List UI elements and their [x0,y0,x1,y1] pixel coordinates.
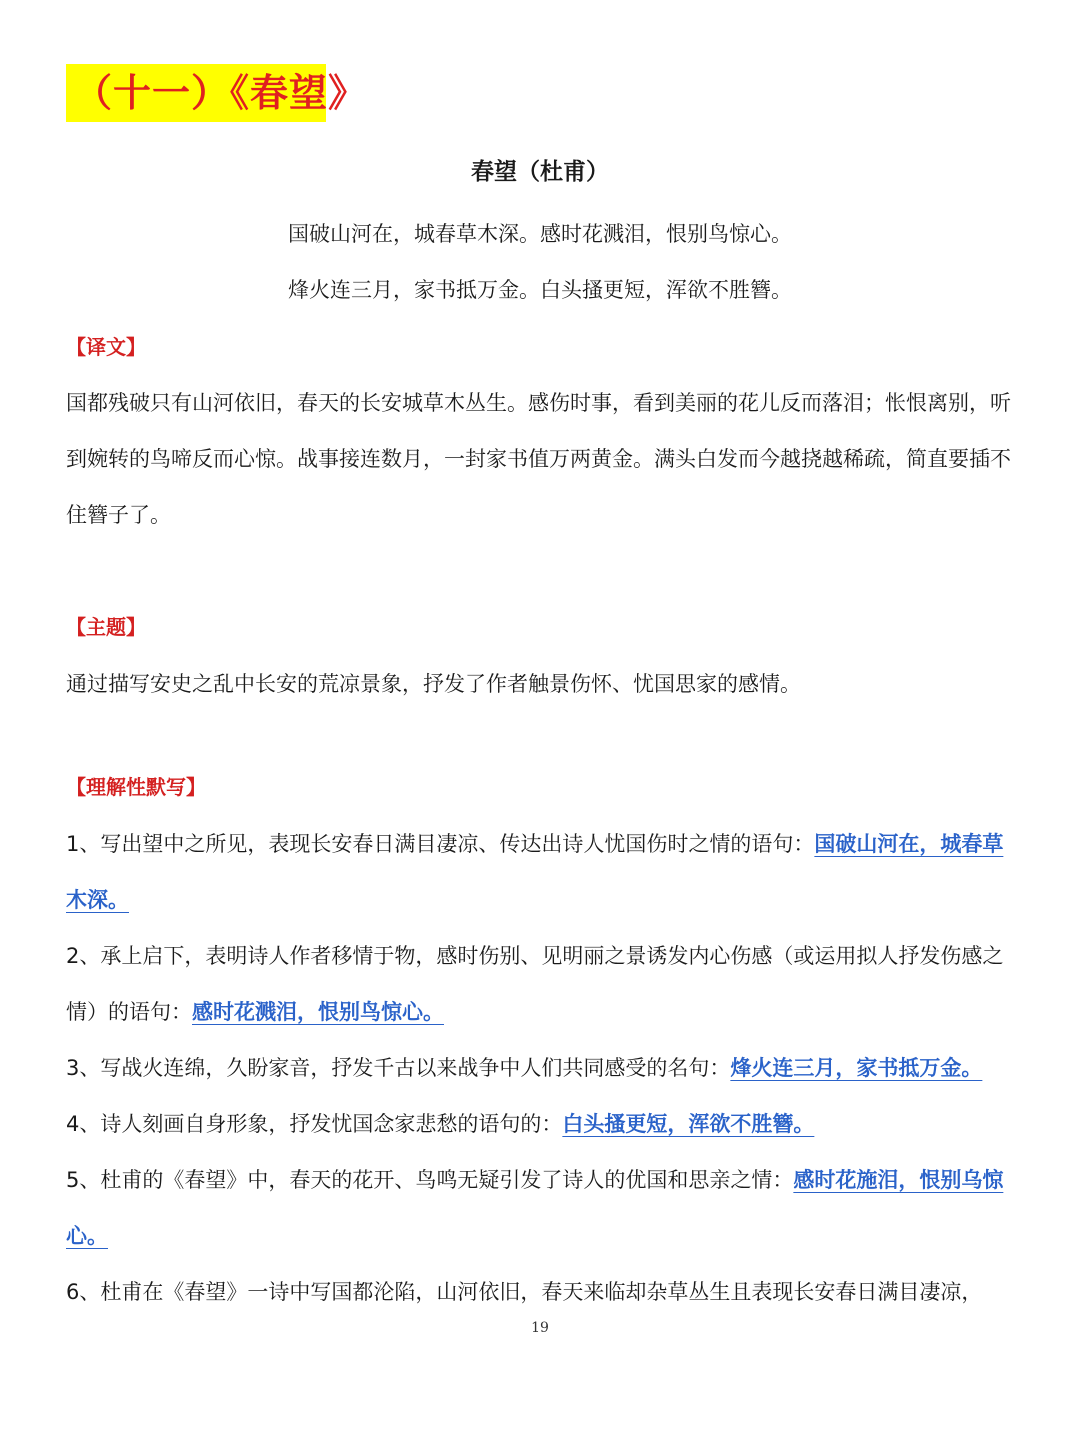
dictation-question [66,1040,1016,1096]
translation-text: 国都残破只有山河依旧，春天的长安城草木丛生。感伤时事，看到美丽的花儿反而落泪；怅恨离别，听到婉转的鸟啼反而心惊。战事接连数月，一封家书值万两黄金。满头白发而今越挠越稀疏，简直要插不住簪子了。 [66,391,1011,527]
page-number: 19 [531,1320,549,1336]
dictation-question [66,1096,1016,1152]
dictation-question [66,816,1016,928]
question-answer: 国破山河在，城春草木深。 [66,832,1004,912]
question-prompt: 5、杜甫的《春望》中，春天的花开、鸟鸣无疑引发了诗人的优国和思亲之情： [66,1168,794,1192]
question-prompt: 1、写出望中之所见，表现长安春日满目凄凉、传达出诗人忧国伤时之情的语句： [66,832,815,856]
question-prompt: 2、承上启下，表明诗人作者移情于物，感时伤别、见明丽之景诱发内心伤感（或运用拟人抒发伤感之情）的语句： [66,944,1004,1024]
question-answer: 感时花施泪，恨别乌惊心。 [66,1168,1004,1248]
dictation-question [66,928,1016,1040]
question-answer: 白头搔更短，浑欲不胜簪。 [562,1112,815,1136]
question-prompt: 6、杜甫在《春望》一诗中写国都沦陷，山河依旧，春天来临却杂草丛生且表现长安春日满目凄凉， [66,1280,983,1304]
theme-text: 通过描写安史之乱中长安的荒凉景象，抒发了作者触景伤怀、忧国思家的感情。 [66,672,801,696]
theme-heading: 【主题】 [66,615,146,639]
poem-line: 烽火连三月，家书抵万金。白头搔更短，浑欲不胜簪。 [288,278,792,302]
question-prompt: 3、写战火连绵，久盼家音，抒发千古以来战争中人们共同感受的名句： [66,1056,731,1080]
poem-line: 国破山河在，城春草木深。感时花溅泪，恨别鸟惊心。 [288,222,792,246]
section-title: （十一）《春望》 [66,64,326,122]
translation-heading: 【译文】 [66,335,146,359]
question-prompt: 4、诗人刻画自身形象，抒发忧国念家悲愁的语句的： [66,1112,563,1136]
question-answer: 感时花溅泪，恨别鸟惊心。 [192,1000,444,1024]
dictation-question [66,1264,1016,1320]
dictation-heading: 【理解性默写】 [66,775,206,799]
poem-title: 春望（杜甫） [471,159,609,185]
dictation-question [66,1152,1016,1264]
question-answer: 烽火连三月，家书抵万金。 [730,1056,983,1080]
